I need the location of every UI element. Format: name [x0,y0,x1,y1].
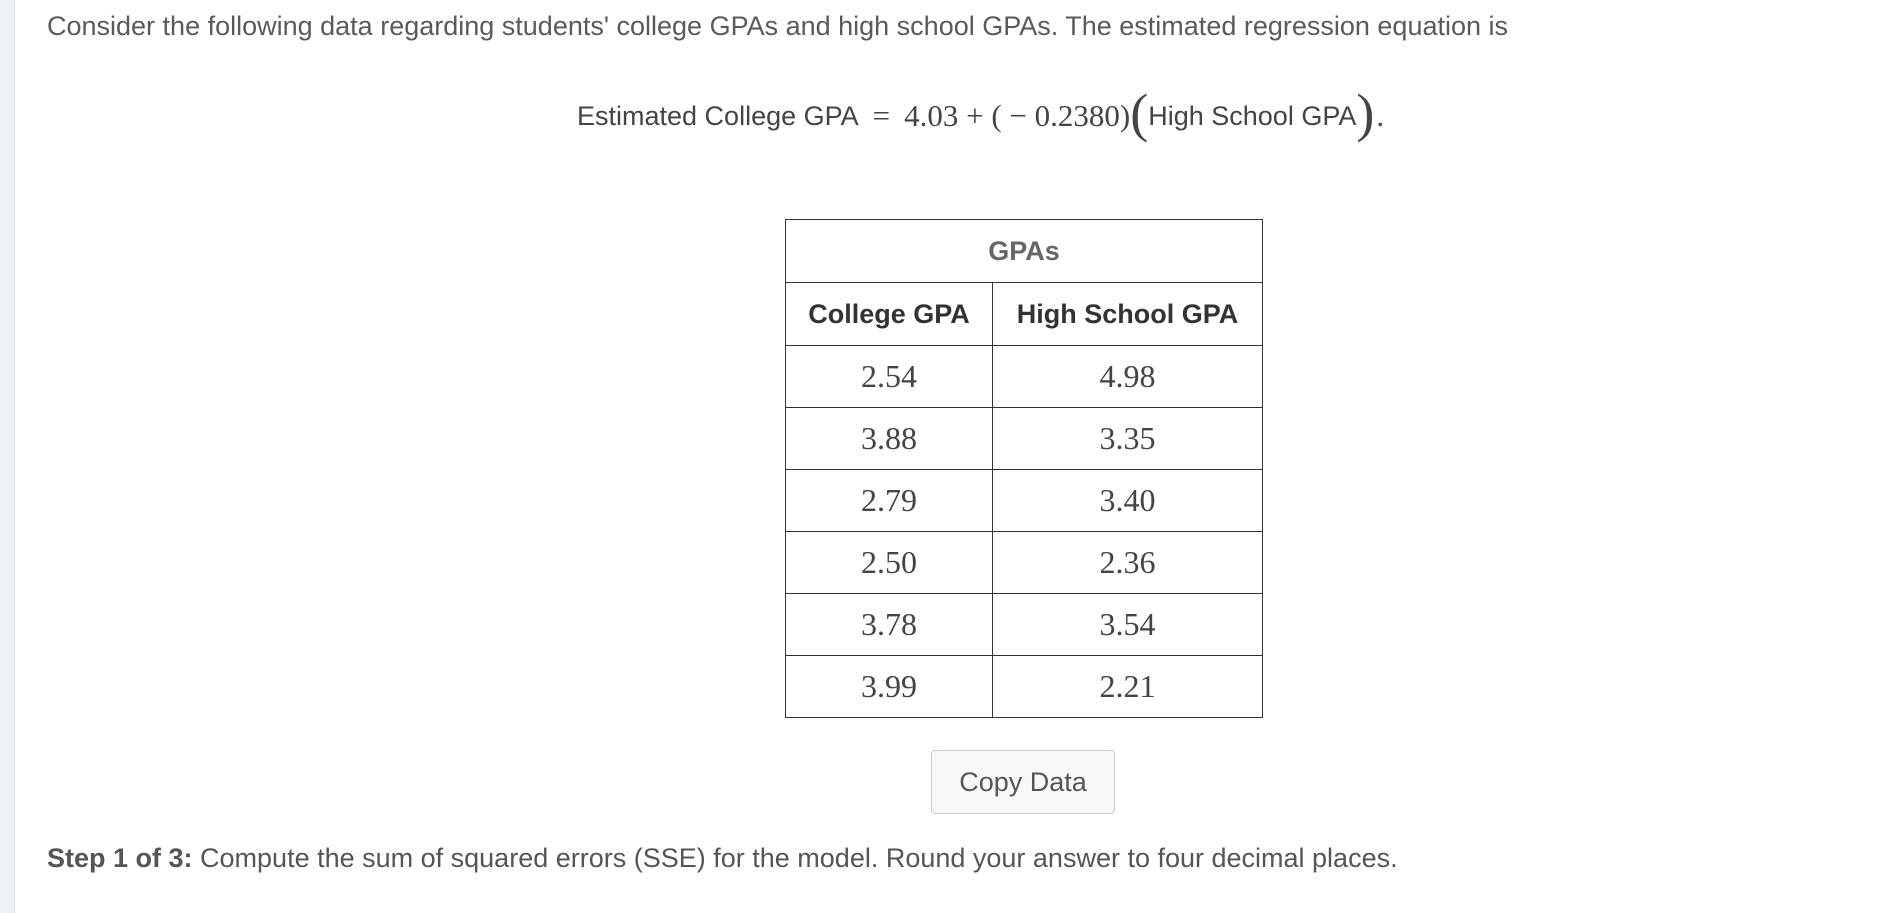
equation-paren-open: ( [1130,83,1149,143]
regression-equation [577,83,1385,144]
step-instruction [47,840,1398,876]
equation-paren-close: ) [1356,83,1375,143]
table-row [786,346,1263,408]
high-school-gpa-cell: 2.21 [993,656,1263,718]
equation-lhs: Estimated College GPA [577,100,859,131]
high-school-gpa-cell: 3.35 [993,408,1263,470]
college-gpa-cell: 2.54 [786,346,993,408]
intro-text: Consider the following data regarding students' college GPAs and high school GPAs. The estimated regression equation is [47,11,1509,41]
gpa-table [785,219,1263,718]
equation-period: . [1376,98,1385,133]
equation-equals: = [872,98,891,133]
copy-data-button[interactable]: Copy Data [931,750,1115,814]
equation-variable: High School GPA [1148,100,1357,131]
college-gpa-cell: 2.50 [786,532,993,594]
column-header-high-school-gpa: High School GPA [993,283,1263,346]
college-gpa-cell: 3.78 [786,594,993,656]
equation-rhs: 4.03 + ( − 0.2380) [904,98,1131,133]
college-gpa-cell: 2.79 [786,470,993,532]
table-caption: GPAs [786,220,1263,283]
college-gpa-cell: 3.99 [786,656,993,718]
high-school-gpa-cell: 3.40 [993,470,1263,532]
table-row [786,594,1263,656]
college-gpa-cell: 3.88 [786,408,993,470]
high-school-gpa-cell: 2.36 [993,532,1263,594]
table-row [786,408,1263,470]
table-row [786,656,1263,718]
step-label: Step 1 of 3: [47,843,193,873]
column-header-college-gpa: College GPA [786,283,993,346]
high-school-gpa-cell: 3.54 [993,594,1263,656]
table-row [786,470,1263,532]
left-border [0,0,15,913]
high-school-gpa-cell: 4.98 [993,346,1263,408]
table-row [786,532,1263,594]
step-text: Compute the sum of squared errors (SSE) for the model. Round your answer to four decimal places. [192,843,1398,873]
